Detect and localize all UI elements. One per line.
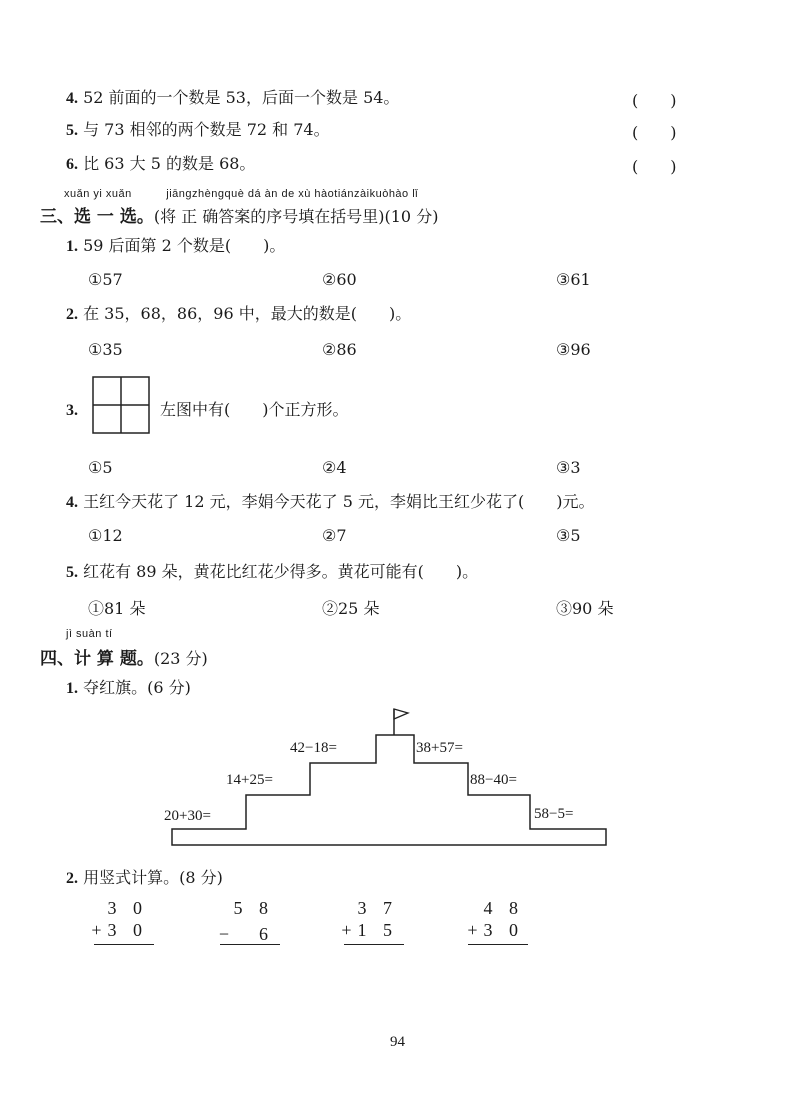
judge-answer-paren-4[interactable]: ( ) bbox=[632, 91, 677, 110]
vertical-calc-1-bottom: +3 0 bbox=[91, 920, 148, 940]
judge-item-4: 4. 52 前面的一个数是 53，后面一个数是 54。 bbox=[66, 88, 400, 107]
q1-option-a[interactable]: ①57 bbox=[88, 270, 123, 289]
stair-step-2-expression[interactable]: 14+25= bbox=[226, 772, 273, 788]
page-number: 94 bbox=[390, 1034, 405, 1050]
section4-heading: 四、计 算 题。(23 分) bbox=[40, 649, 208, 669]
q3-option-c[interactable]: ③3 bbox=[556, 458, 581, 477]
q4-option-c[interactable]: ③5 bbox=[556, 526, 581, 545]
choice-question-1: 1. 59 后面第 2 个数是( )。 bbox=[66, 236, 286, 255]
vertical-calc-3-rule bbox=[344, 944, 404, 945]
vertical-calc-2-rule bbox=[220, 944, 280, 945]
q2-option-c[interactable]: ③96 bbox=[556, 340, 591, 359]
vertical-calc-4-bottom: +3 0 bbox=[467, 920, 524, 940]
staircase-outline bbox=[172, 735, 606, 845]
choice-question-4: 4. 王红今天花了 12 元，李娟今天花了 5 元，李娟比王红少花了( )元。 bbox=[66, 492, 595, 511]
q3-option-a[interactable]: ①5 bbox=[88, 458, 113, 477]
choice-question-3-number: 3. bbox=[66, 402, 78, 419]
q2-option-b[interactable]: ②86 bbox=[322, 340, 357, 359]
vertical-calc-1-rule bbox=[94, 944, 154, 945]
q1-option-b[interactable]: ②60 bbox=[322, 270, 357, 289]
vertical-calc-4-top: 4 8 bbox=[483, 898, 524, 918]
vertical-calc-4-rule bbox=[468, 944, 528, 945]
judge-item-5: 5. 与 73 相邻的两个数是 72 和 74。 bbox=[66, 120, 330, 139]
red-flag-icon bbox=[394, 709, 408, 719]
q4-option-a[interactable]: ①12 bbox=[88, 526, 123, 545]
q1-option-c[interactable]: ③61 bbox=[556, 270, 591, 289]
choice-question-2: 2. 在 35，68，86，96 中，最大的数是( )。 bbox=[66, 304, 412, 323]
calc-question-1: 1. 夺红旗。(6 分) bbox=[66, 678, 191, 697]
q2-option-a[interactable]: ①35 bbox=[88, 340, 123, 359]
choice-question-5: 5. 红花有 89 朵，黄花比红花少得多。黄花可能有( )。 bbox=[66, 562, 479, 581]
vertical-calc-3-top: 3 7 bbox=[357, 898, 398, 918]
vertical-calc-1-top: 3 0 bbox=[107, 898, 148, 918]
vertical-calc-2-bottom: − 6 bbox=[218, 924, 274, 944]
judge-answer-paren-5[interactable]: ( ) bbox=[632, 123, 677, 142]
judge-item-6: 6. 比 63 大 5 的数是 68。 bbox=[66, 154, 256, 173]
q3-option-b[interactable]: ②4 bbox=[322, 458, 347, 477]
vertical-calc-2-top: 5 8 bbox=[233, 898, 274, 918]
choice-question-3-text: 左图中有( )个正方形。 bbox=[160, 400, 349, 419]
stair-step-5-expression[interactable]: 88−40= bbox=[470, 772, 517, 788]
calc-question-2: 2. 用竖式计算。(8 分) bbox=[66, 868, 223, 887]
q5-option-a[interactable]: ①81 朵 bbox=[88, 599, 146, 618]
vertical-calc-3-bottom: +1 5 bbox=[341, 920, 398, 940]
stair-step-6-expression[interactable]: 58−5= bbox=[534, 806, 574, 822]
q5-option-c[interactable]: ③90 朵 bbox=[556, 599, 614, 618]
section3-pinyin: xuǎn yi xuǎn jiāngzhèngquè dá àn de xù hàotiánzàikuòhào lǐ bbox=[64, 188, 419, 200]
q5-option-b[interactable]: ②25 朵 bbox=[322, 599, 380, 618]
q4-option-b[interactable]: ②7 bbox=[322, 526, 347, 545]
stair-step-4-expression[interactable]: 38+57= bbox=[416, 740, 463, 756]
section4-pinyin: jì suàn tí bbox=[66, 628, 113, 640]
section3-heading: 三、选 一 选。(将 正 确答案的序号填在括号里)(10 分) bbox=[40, 207, 439, 227]
stair-step-1-expression[interactable]: 20+30= bbox=[164, 808, 211, 824]
judge-answer-paren-6[interactable]: ( ) bbox=[632, 157, 677, 176]
four-square-grid-figure bbox=[92, 376, 152, 436]
stair-step-3-expression[interactable]: 42−18= bbox=[290, 740, 337, 756]
